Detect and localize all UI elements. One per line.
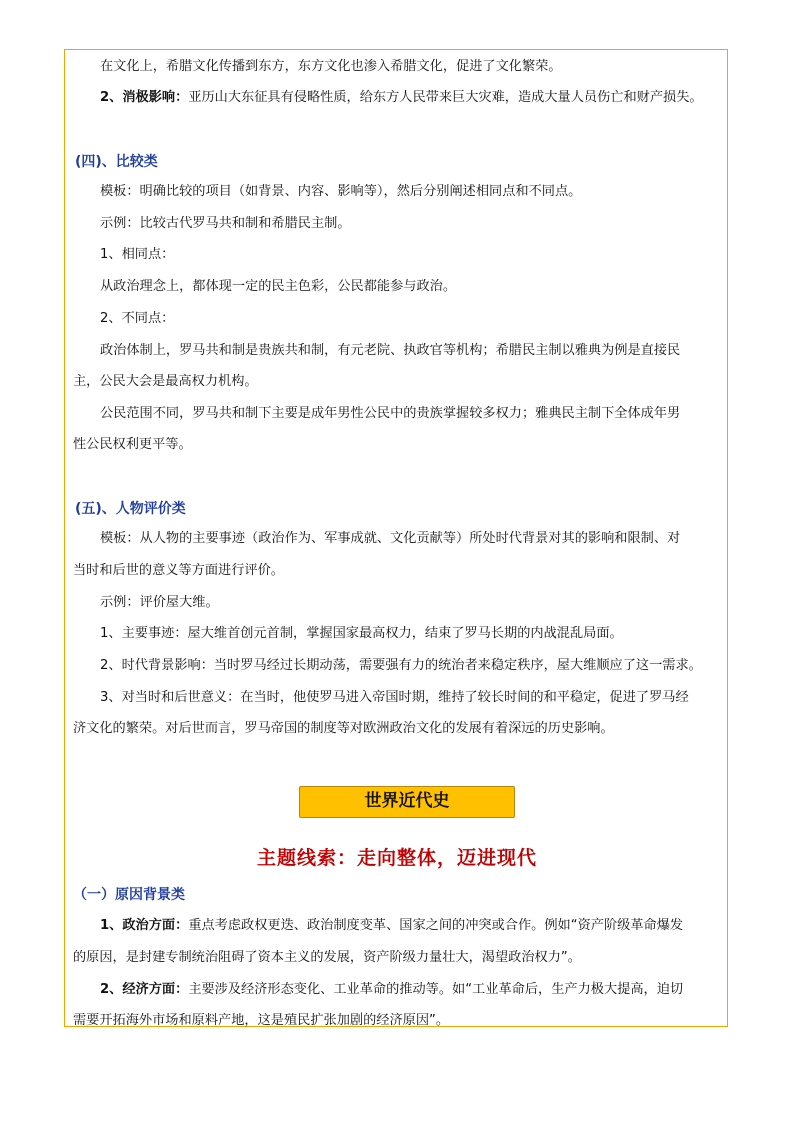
item-label: 1、政治方面： <box>100 918 189 933</box>
section-heading: (五)、人物评价类 <box>75 501 186 517</box>
item-label: 2、消极影响： <box>100 90 189 105</box>
text-line: 示例：评价屋大维。 <box>100 595 219 610</box>
text-line: 当时和后世的意义等方面进行评价。 <box>73 563 284 578</box>
text-line: 从政治理念上，都体现一定的民主色彩，公民都能参与政治。 <box>100 279 457 294</box>
text-line: 公民范围不同，罗马共和制下主要是成年男性公民中的贵族掌握较多权力；雅典民主制下全体成年男 <box>100 406 681 421</box>
section-heading: （一）原因背景类 <box>73 887 185 903</box>
text-line: 在文化上，希腊文化传播到东方，东方文化也渗入希腊文化，促进了文化繁荣。 <box>100 59 562 74</box>
text-line <box>100 89 703 107</box>
text-line: 3、对当时和后世意义：在当时，他使罗马进入帝国时期，维持了较长时间的和平稳定，促进了罗马经 <box>100 690 689 705</box>
text-line <box>100 981 683 999</box>
text-line: 主，公民大会是最高权力机构。 <box>73 374 258 389</box>
item-text: 亚历山大东征具有侵略性质，给东方人民带来巨大灾难，造成大量人员伤亡和财产损失。 <box>188 90 703 105</box>
text-line: 1、相同点： <box>100 247 175 262</box>
text-line: 的原因，是封建专制统治阻碍了资本主义的发展，资产阶级力量壮大，渴望政治权力”。 <box>73 950 581 965</box>
text-line: 需要开拓海外市场和原料产地，这是殖民扩张加剧的经济原因”。 <box>73 1013 450 1028</box>
text-line: 1、主要事迹：屋大维首创元首制，掌握国家最高权力，结束了罗马长期的内战混乱局面。 <box>100 626 623 641</box>
item-text: 主要涉及经济形态变化、工业革命的推动等。如“工业革命后，生产力极大提高，迫切 <box>188 982 684 997</box>
text-line: 济文化的繁荣。对后世而言，罗马帝国的制度等对欧洲政治文化的发展有着深远的历史影响。 <box>73 721 614 736</box>
theme-title: 主题线索：走向整体，迈进现代 <box>256 847 537 869</box>
text-line: 2、时代背景影响：当时罗马经过长期动荡，需要强有力的统治者来稳定秩序，屋大维顺应了这一需求。 <box>100 658 702 673</box>
text-line: 性公民权利更平等。 <box>73 437 192 452</box>
text-line: 模板：明确比较的项目（如背景、内容、影响等），然后分别阐述相同点和不同点。 <box>100 184 582 199</box>
section-heading: (四)、比较类 <box>75 154 158 170</box>
text-line: 政治体制上，罗马共和制是贵族共和制，有元老院、执政官等机构；希腊民主制以雅典为例是直接民 <box>100 343 681 358</box>
section-banner: 世界近代史 <box>299 786 515 818</box>
text-line <box>100 917 683 935</box>
text-line: 模板：从人物的主要事迹（政治作为、军事成就、文化贡献等）所处时代背景对其的影响和限制、对 <box>100 531 681 546</box>
item-label: 2、经济方面： <box>100 982 189 997</box>
text-line: 示例：比较古代罗马共和制和希腊民主制。 <box>100 216 351 231</box>
text-line: 2、不同点： <box>100 311 175 326</box>
item-text: 重点考虑政权更迭、政治制度变革、国家之间的冲突或合作。例如“资产阶级革命爆发 <box>188 918 684 933</box>
